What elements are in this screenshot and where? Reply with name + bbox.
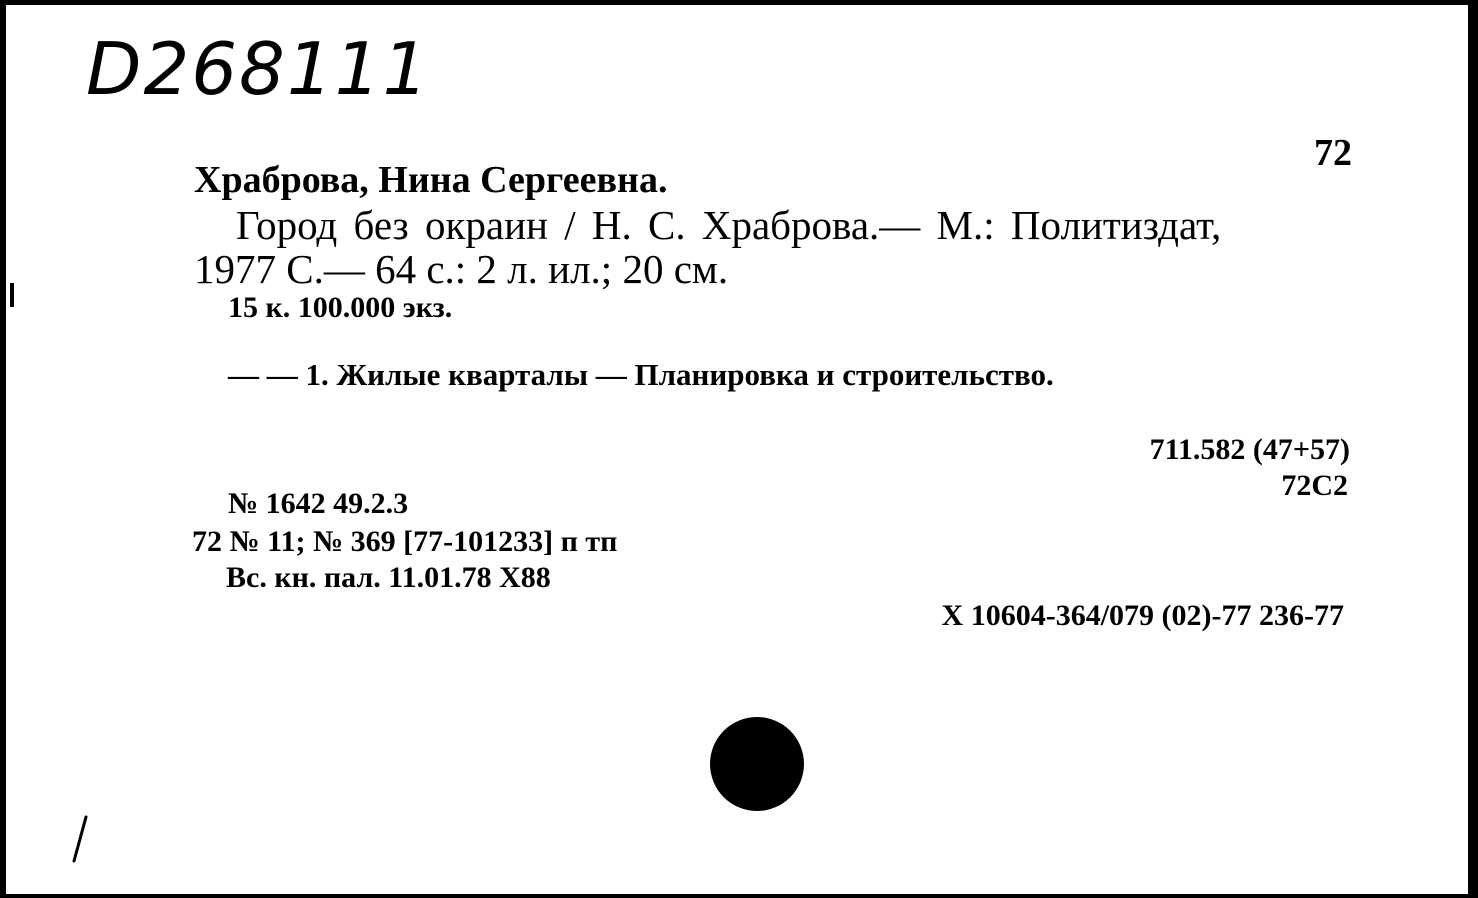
bbk-index: 72С2: [1281, 469, 1348, 502]
subject-heading: — — 1. Жилые кварталы — Планировка и строительство.: [228, 357, 1054, 392]
udc-index: 711.582 (47+57): [1149, 433, 1350, 466]
publisher-code: Х 10604-364/079 (02)-77 236-77: [941, 599, 1344, 632]
title-statement: Город без окраин / Н. С. Храброва.— М.: Политиздат,: [236, 202, 1222, 248]
registration-line-3: Вс. кн. пал. 11.01.78 Х88: [226, 561, 551, 594]
card-number: 72: [1314, 132, 1352, 174]
punch-hole: [710, 717, 804, 811]
price-circulation: 15 к. 100.000 экз.: [228, 291, 453, 324]
pencil-stroke-icon: [68, 815, 92, 865]
imprint-statement: 1977 С.— 64 с.: 2 л. ил.; 20 см.: [194, 246, 729, 292]
pencil-mark: [68, 815, 92, 870]
handwritten-shelf-code: D268111: [86, 27, 431, 111]
registration-line-2: 72 № 11; № 369 [77-101233] п тп: [192, 525, 618, 558]
registration-line-1: № 1642 49.2.3: [228, 487, 409, 520]
author-heading: Храброва, Нина Сергеевна.: [194, 159, 668, 201]
edge-mark: [10, 283, 14, 307]
